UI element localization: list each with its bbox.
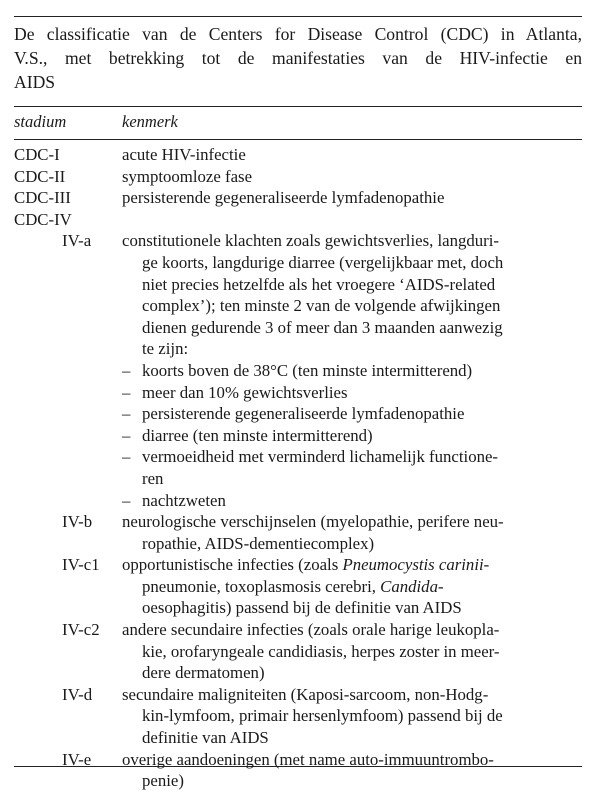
description-line <box>122 597 580 619</box>
symptom-list-item <box>122 490 600 512</box>
table-row <box>0 511 600 554</box>
description-line: ropathie, AIDS-dementiecomplex) <box>142 533 375 553</box>
symptom-text: nachtzweten <box>142 490 226 510</box>
description-line: secundaire maligniteiten (Kaposi-sarcoom, non-Hodg- <box>122 684 489 704</box>
empty-line <box>122 209 580 231</box>
description-line <box>122 554 580 576</box>
table-row <box>0 554 600 619</box>
symptom-text: persisterende gegeneraliseerde lymfadenopathie <box>142 404 465 424</box>
description-line: constitutionele klachten zoals gewichtsverlies, langduri- <box>122 231 499 251</box>
stage-label: IV-c2 <box>62 620 100 640</box>
table-row <box>0 144 600 166</box>
description-line: kie, orofaryngeale candidiasis, herpes zoster in meer- <box>142 641 500 661</box>
table-row <box>0 684 600 749</box>
symptom-text: diarree (ten minste intermitterend) <box>142 425 373 445</box>
table-row <box>0 187 600 209</box>
dash-bullet: – <box>122 447 131 467</box>
symptom-list-item <box>122 382 600 404</box>
dash-bullet: – <box>122 360 131 380</box>
stage-label: IV-a <box>62 231 92 251</box>
stage-description <box>122 619 580 684</box>
stage-label: IV-d <box>62 684 93 704</box>
table-row <box>0 749 600 792</box>
top-rule <box>14 16 582 17</box>
description-line: neurologische verschijnselen (myelopathie, perifere neu- <box>122 512 504 532</box>
table-body <box>0 144 600 792</box>
description-line: symptoomloze fase <box>122 166 253 186</box>
table-row <box>0 209 600 231</box>
column-header-kenmerk: kenmerk <box>122 112 178 131</box>
dash-bullet: – <box>122 382 131 402</box>
table-row <box>0 166 600 188</box>
bottom-rule <box>14 766 582 767</box>
description-line: te zijn: <box>142 339 189 359</box>
dash-bullet: – <box>122 404 131 424</box>
caption-line: De classificatie van de Centers for Disease Control (CDC) in Atlanta, <box>14 24 582 44</box>
stage-description <box>122 187 580 209</box>
description-line: acute HIV-infectie <box>122 145 246 164</box>
text-segment: oesophagitis) passend bij de definitie van AIDS <box>142 598 462 618</box>
description-line: ge koorts, langdurige diarree (vergelijkbaar met, doch <box>142 252 504 272</box>
symptom-text: vermoeidheid met verminderd lichamelijk functione- <box>142 447 499 467</box>
italic-term: Pneumocystis carinii- <box>342 555 490 575</box>
caption-rule <box>14 106 582 107</box>
description-line: dienen gedurende 3 of meer dan 3 maanden aanwezig <box>142 317 503 337</box>
stage-label: CDC-IV <box>14 209 72 229</box>
symptom-text: koorts boven de 38°C (ten minste intermitterend) <box>142 360 473 380</box>
description-line: andere secundaire infecties (zoals orale harige leukopla- <box>122 620 500 640</box>
text-segment: pneumonie, toxoplasmosis cerebri, <box>142 576 381 596</box>
stage-label: IV-c1 <box>62 555 100 575</box>
stage-label: CDC-II <box>14 166 66 186</box>
stage-description <box>122 209 580 231</box>
table-row <box>0 230 600 511</box>
symptom-list-item <box>122 403 600 425</box>
description-line: dere dermatomen) <box>142 663 265 683</box>
stage-label: CDC-I <box>14 145 60 164</box>
table-row <box>0 619 600 684</box>
description-line: niet precies hetzelfde als het vroegere ‘AIDS-related <box>142 274 496 294</box>
column-header-stadium: stadium <box>14 112 67 131</box>
stage-description <box>122 144 580 166</box>
dash-bullet: – <box>122 490 131 510</box>
stage-label: IV-b <box>62 512 93 532</box>
symptom-list-item <box>122 446 600 489</box>
stage-description <box>122 511 580 554</box>
description-line: overige aandoeningen (met name auto-immuuntrombo- <box>122 749 494 769</box>
table-caption <box>14 22 582 94</box>
caption-line: AIDS <box>14 72 56 92</box>
caption-line: V.S., met betrekking tot de manifestaties van de HIV-infectie en <box>14 48 582 68</box>
stage-description <box>122 166 580 188</box>
header-rule <box>14 139 582 140</box>
description-line: penie) <box>142 771 184 791</box>
symptom-text: ren <box>142 468 164 488</box>
description-line: persisterende gegeneraliseerde lymfadenopathie <box>122 188 445 208</box>
stage-description <box>122 749 580 792</box>
text-segment: opportunistische infecties (zoals <box>122 555 343 575</box>
symptom-list-item <box>122 360 600 382</box>
stage-label: CDC-III <box>14 188 71 208</box>
symptom-list-item <box>122 425 600 447</box>
dash-bullet: – <box>122 425 131 445</box>
stage-description <box>122 684 580 749</box>
stage-description <box>122 230 580 360</box>
description-line <box>122 576 580 598</box>
stage-description <box>122 554 580 619</box>
description-line: complex’); ten minste 2 van de volgende afwijkingen <box>142 296 501 316</box>
description-line: definitie van AIDS <box>142 728 269 748</box>
symptom-text: meer dan 10% gewichtsverlies <box>142 382 348 402</box>
description-line: kin-lymfoom, primair hersenlymfoom) passend bij de <box>142 706 503 726</box>
stage-label: IV-e <box>62 749 92 769</box>
italic-term: Candida- <box>380 576 444 596</box>
